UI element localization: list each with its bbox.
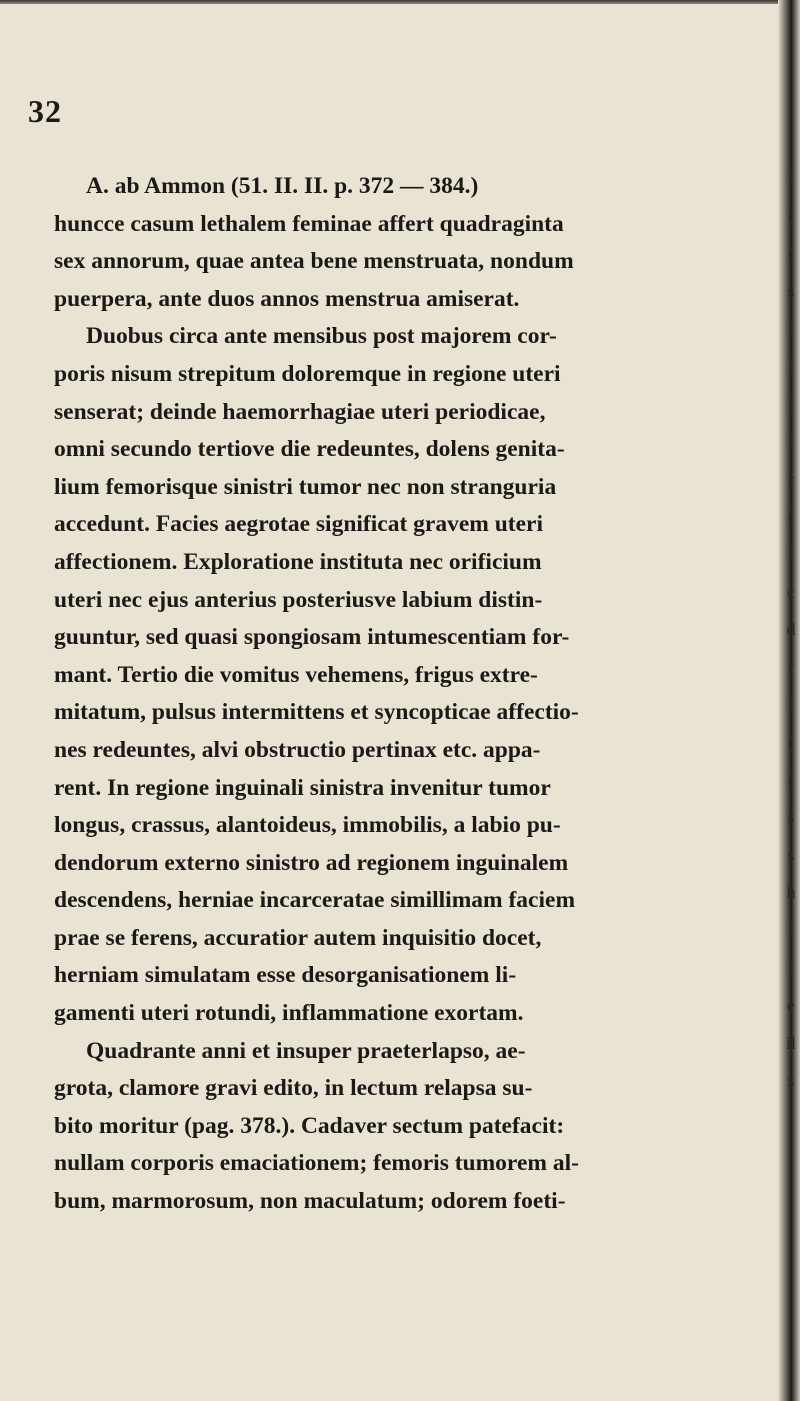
top-border	[0, 0, 792, 4]
page-number: 32	[28, 93, 62, 129]
text-line: bito moritur (pag. 378.). Cadaver sectum patefacit:	[54, 1112, 565, 1139]
edge-glyph: c	[787, 581, 795, 602]
text-line: Quadrante anni et insuper praeterlapso, ae-	[86, 1037, 526, 1064]
edge-glyph: s	[787, 280, 795, 301]
text-line: nes redeuntes, alvi obstructio pertinax etc. appa-	[54, 736, 541, 763]
text-line: longus, crassus, alantoideus, immobilis, a labio pu-	[54, 812, 561, 839]
edge-glyph: (	[788, 731, 794, 752]
text-line: gamenti uteri rotundi, inflammatione exortam.	[54, 1000, 524, 1027]
text-line: grota, clamore gravi edito, in lectum relapsa su-	[54, 1075, 533, 1102]
text-line: A. ab Ammon (51. II. II. p. 372 — 384.)	[86, 173, 479, 199]
edge-glyph: (	[788, 243, 794, 264]
text-line: puerpera, ante duos annos menstrua amiserat.	[54, 285, 520, 312]
edge-glyph: r	[788, 468, 794, 489]
edge-glyph: (	[788, 205, 794, 226]
text-line: rent. In regione inguinali sinistra invenitur tumor	[54, 774, 551, 801]
text-line: bum, marmorosum, non maculatum; odorem foeti-	[54, 1188, 566, 1215]
text-line: nullam corporis emaciationem; femoris tumorem al-	[54, 1150, 579, 1177]
edge-glyph: (	[788, 506, 794, 527]
text-line: accedunt. Facies aegrotae significat gravem uteri	[54, 511, 544, 538]
text-line: prae se ferens, accuratior autem inquisitio docet,	[54, 924, 542, 951]
edge-glyph: d	[786, 619, 796, 640]
edge-glyph: l	[788, 355, 794, 376]
edge-glyph: i	[788, 694, 794, 715]
text-line: uteri nec ejus anterius posteriusve labium distin-	[54, 586, 543, 613]
text-line: descendens, herniae incarceratae simillimam faciem	[54, 887, 576, 914]
text-line: Duobus circa ante mensibus post majorem cor-	[86, 323, 557, 350]
text-line: lium femorisque sinistri tumor nec non stranguria	[54, 473, 557, 500]
edge-glyph: t	[788, 318, 794, 339]
text-line: herniam simulatam esse desorganisationem li-	[54, 962, 517, 989]
facing-page-edge-text	[786, 160, 796, 1100]
text-line: guuntur, sed quasi spongiosam intumescentiam for-	[54, 624, 570, 651]
body-text	[54, 168, 754, 1221]
text-line: poris nisum strepitum doloremque in regione uteri	[54, 360, 561, 387]
edge-glyph: }	[786, 957, 796, 978]
text-line: affectionem. Exploratione instituta nec orificium	[54, 548, 542, 575]
text-line: omni secundo tertiove die redeuntes, dolens genita-	[54, 436, 565, 463]
edge-glyph: t	[788, 168, 794, 188]
edge-glyph: e	[787, 995, 795, 1016]
edge-glyph: s	[787, 844, 795, 865]
edge-glyph: s	[787, 1070, 795, 1091]
edge-glyph: i	[788, 919, 794, 940]
edge-glyph: i	[788, 543, 794, 564]
edge-glyph: il	[786, 1032, 797, 1053]
edge-glyph: i	[788, 393, 794, 414]
text-line: mitatum, pulsus intermittens et syncopticae affectio-	[54, 699, 579, 726]
edge-glyph: l	[788, 431, 794, 452]
edge-glyph: h	[786, 882, 796, 903]
text-line: mant. Tertio die vomitus vehemens, frigus extre-	[54, 661, 538, 688]
edge-glyph: s	[787, 807, 795, 828]
text-line: dendorum externo sinistro ad regionem inguinalem	[54, 849, 569, 876]
edge-glyph: r	[788, 656, 794, 677]
text-line: huncce casum lethalem feminae affert quadraginta	[54, 210, 564, 237]
edge-glyph: (	[788, 769, 794, 790]
text-line: senserat; deinde haemorrhagiae uteri periodicae,	[54, 398, 546, 425]
text-line: sex annorum, quae antea bene menstruata, nondum	[54, 248, 574, 275]
